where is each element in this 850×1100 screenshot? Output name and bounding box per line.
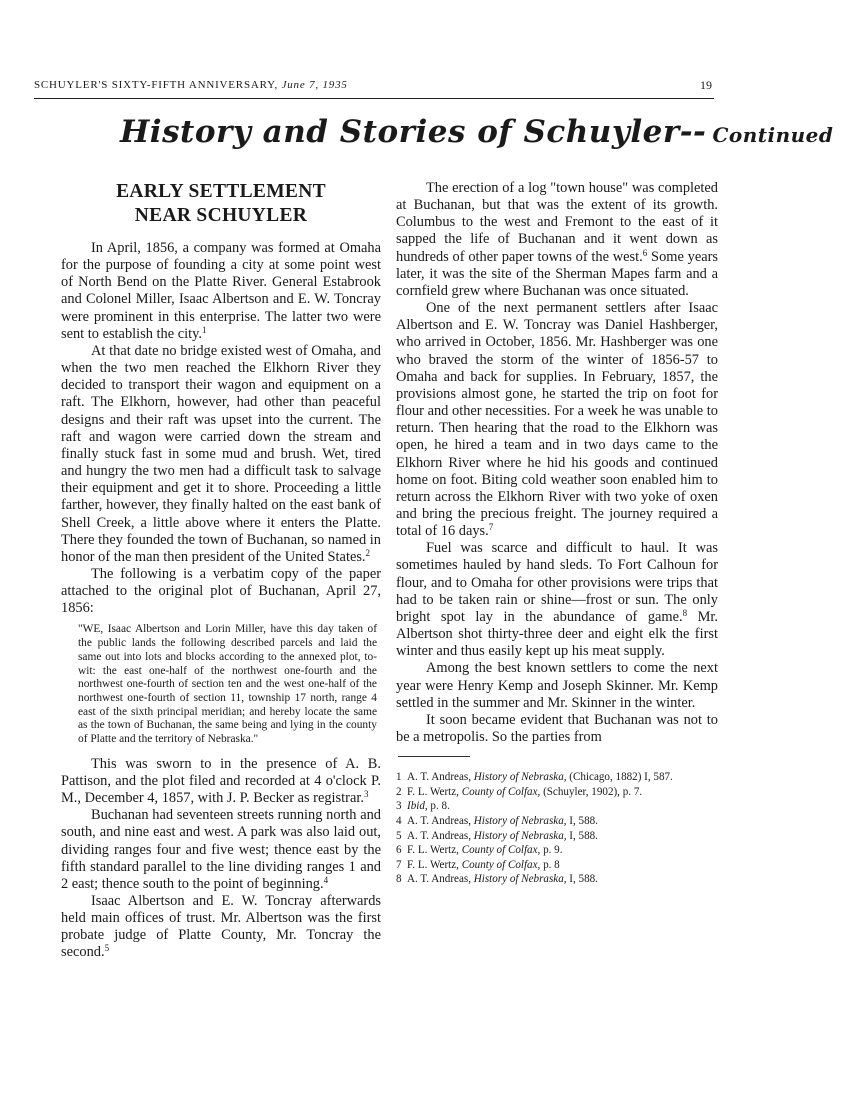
paragraph-7-text: The erection of a log "town house" was completed at Buchanan, but that was the extent of its growth. Columbus to the west and Fremont to the east of it sapped the life of Buchanan and it went down as hundreds of other paper towns of the west. [396, 180, 718, 265]
paragraph-5-text: Buchanan had seventeen streets running north and south, and nine east and west. A park was also laid out, dividing ranges four and five west; thence east by the fifth standard parallel to the line dividing ranges 1 and 2 east; thence south to the point of beginning. [61, 807, 381, 892]
footnote-ref-3: 3 [363, 789, 369, 800]
section-heading-line2: NEAR SCHUYLER [134, 205, 308, 226]
footnote-number: 6 [396, 844, 402, 857]
paragraph-4 [61, 756, 381, 807]
footnote-number: 1 [396, 771, 402, 784]
paragraph-7-text-cont: Some years later, it was the site of the Sherman Mapes farm and a cornfield grew where Buchanan was once situated. [396, 248, 718, 299]
paragraph-3: The following is a verbatim copy of the paper attached to the original plot of Buchanan, April 27, 1856: [61, 565, 381, 617]
footnote-ref-5: 5 [104, 943, 110, 954]
footnote-title: History of Nebraska, [473, 814, 567, 827]
paragraph-9 [396, 540, 718, 660]
header-rule [34, 98, 714, 99]
paragraph-1-text: In April, 1856, a company was formed at Omaha for the purpose of founding a city at some point west of North Bend on the Platte River. General Estabrook and Colonel Miller, Isaac Albertson and E. W. Toncray were prominent in this enterprise. The latter two were sent to establish the city. [61, 240, 381, 342]
footnote-ref-2: 2 [365, 547, 371, 558]
paragraph-9-text-cont: Mr. Albertson shot thirty-three deer and eight elk the first winter and thus easily kept up his meat supply. [396, 608, 718, 660]
paragraph-2-text: At that date no bridge existed west of Omaha, and when the two men reached the Elkhorn River they decided to transport their wagon and equipment on a raft. The Elkhorn, however, had other than peaceful designs and their raft was upset into the current. The raft and wagon were carried down the stream and finally stuck fast in some mud and brush. Wet, tired and hungry the two men had a difficult task to salvage their equipment and get it to shore. Proceeding a little farther, however, they finally halted on the east bank of Shell Creek, a little above where it enters the Platte. There they founded the town of Buchanan, so named in honor of the man then president of the United States. [61, 342, 381, 565]
footnote-number: 8 [396, 873, 402, 886]
footnote-ref-1: 1 [201, 324, 207, 335]
paragraph-8 [396, 300, 718, 540]
footnote-title: County of Colfax, [461, 858, 541, 871]
right-column [396, 180, 718, 888]
footnote-ref-7: 7 [488, 522, 494, 533]
paragraph-5 [61, 807, 381, 893]
banner-continued: Continued [712, 123, 834, 147]
footnote [396, 859, 718, 873]
running-head [34, 79, 712, 91]
footnote-detail: p. 8 [540, 858, 560, 871]
paragraph-6 [61, 893, 381, 962]
paragraph-1 [61, 240, 381, 343]
footnote-title: History of Nebraska, [473, 829, 567, 842]
footnote-detail: (Chicago, 1882) I, 587. [566, 771, 673, 784]
footnote-title: History of Nebraska, [473, 771, 567, 784]
footnote-author: A. T. Andreas, [407, 771, 474, 784]
paragraph-8-text: One of the next permanent settlers after Isaac Albertson and E. W. Toncray was Daniel Hashberger, who arrived in October, 1856. Mr. Hashberger was one who braved the storm of the winter of 1856-57 to Omaha and back for supplies. In February, 1857, the provisions almost gone, he started the trip on foot for flour and other necessities. For a week he was unable to return. Then hearing that the road to the Elkhorn was open, he hired a team and in two days came to the Elkhorn River where he hid his goods and continued home on foot. Biting cold weather soon enabled him to return across the Elkhorn River with two yoke of oxen and bring the precious freight. The journey required a total of 16 days. [396, 300, 718, 540]
footnote-title: County of Colfax, [461, 785, 541, 798]
footnote [396, 815, 718, 829]
footnote-number: 4 [396, 814, 402, 827]
footnote-list [396, 771, 718, 887]
footnote-ref-4: 4 [323, 874, 329, 885]
footnote-detail: I, 588. [566, 829, 598, 842]
paragraph-2 [61, 343, 381, 566]
footnote-author: A. T. Andreas, [407, 829, 474, 842]
footnote-title: History of Nebraska, [473, 873, 567, 886]
footnote-number: 7 [396, 858, 402, 871]
running-head-date: June 7, 1935 [281, 79, 348, 91]
footnote-ref-8: 8 [682, 607, 688, 618]
footnote-detail: p. 8. [427, 800, 450, 813]
banner-title [120, 114, 834, 164]
page-number: 19 [700, 78, 712, 92]
footnote [396, 873, 718, 887]
footnote-author: A. T. Andreas, [407, 814, 474, 827]
footnote [396, 786, 718, 800]
footnote-ref-6: 6 [642, 247, 648, 258]
banner-title-text: History and Stories of Schuyler-- [120, 114, 707, 150]
footnote-rule [398, 756, 470, 757]
section-heading-line1: EARLY SETTLEMENT [116, 181, 326, 202]
running-head-title: SCHUYLER'S SIXTY-FIFTH ANNIVERSARY, [34, 79, 279, 91]
footnote-detail: I, 588. [566, 873, 598, 886]
footnote-author: F. L. Wertz, [407, 785, 462, 798]
paragraph-6-text: Isaac Albertson and E. W. Toncray afterwards held main offices of trust. Mr. Albertson was the first probate judge of Platte County, Mr. Toncray the second. [61, 893, 381, 961]
footnote-number: 5 [396, 829, 402, 842]
footnote-author: F. L. Wertz, [407, 858, 462, 871]
plot-quotation: "WE, Isaac Albertson and Lorin Miller, have this day taken of the public lands the following described parcels and laid the same out into lots and blocks according to the annexed plot, to-wit: the east one-half of the northwest one-fourth and the northwest one-fourth of section ten and the west one-half of the northwest one-fourth of section 11, township 17 north, range 4 east of the sixth principal meridian; and hereby locate the same as the town of Buchanan, the same being and lying in the county of Platte and the territory of Nebraska." [78, 623, 377, 746]
paragraph-9-text: Fuel was scarce and difficult to haul. It was sometimes hauled by hand sleds. To Fort Calhoun for flour, and to Omaha for other provisions were trips that had to be taken rain or shine—frost or sun. The only bright spot lay in the abundance of game. [396, 540, 718, 625]
footnote-number: 2 [396, 785, 402, 798]
paragraph-10: Among the best known settlers to come the next year were Henry Kemp and Joseph Skinner. Mr. Kemp settled in the summer and Mr. Skinner in the winter. [396, 660, 718, 711]
footnote-detail: (Schuyler, 1902), p. 7. [540, 785, 643, 798]
left-column [61, 180, 381, 962]
footnote-title: Ibid, [407, 800, 428, 813]
paragraph-7 [396, 180, 718, 300]
footnote [396, 800, 718, 814]
footnote-author: F. L. Wertz, [407, 844, 462, 857]
footnote-detail: p. 9. [540, 844, 563, 857]
footnote-title: County of Colfax, [461, 844, 541, 857]
footnote-detail: I, 588. [566, 814, 598, 827]
footnote [396, 771, 718, 785]
footnote-number: 3 [396, 800, 402, 813]
section-heading [61, 180, 381, 228]
footnote [396, 844, 718, 858]
footnote-author: A. T. Andreas, [407, 873, 474, 886]
paragraph-11: It soon became evident that Buchanan was not to be a metropolis. So the parties from [396, 711, 718, 745]
footnote [396, 830, 718, 844]
paragraph-4-text: This was sworn to in the presence of A. B. Pattison, and the plot filed and recorded at 4 o'clock P. M., December 4, 1857, with J. P. Becker as registrar. [61, 755, 381, 807]
